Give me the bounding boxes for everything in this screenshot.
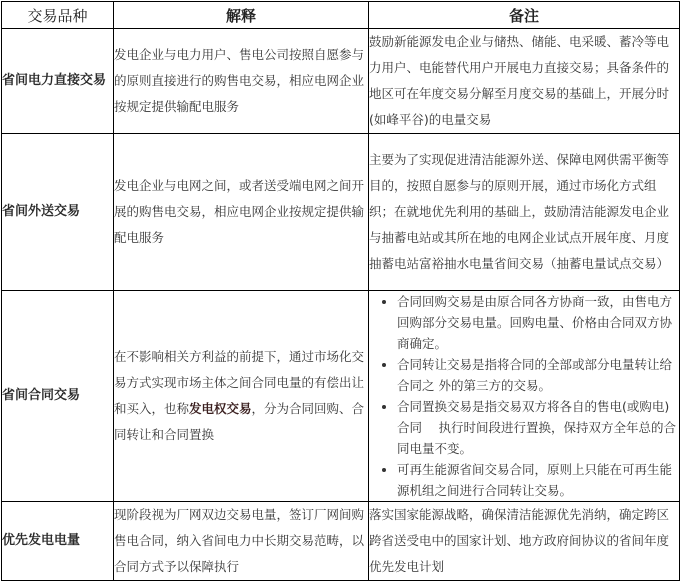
header-remarks: 备注 <box>369 2 680 29</box>
remarks-list <box>369 291 679 501</box>
remarks-cell: 鼓励新能源发电企业与储热、储能、电采暖、蓄冷等电力用户、电能替代用户开展电力直接交易；具备条件的地区可在年度交易分解至月度交易的基础上，开展分时(如峰平谷)的电量交易 <box>369 29 680 134</box>
remarks-list-item: • 合同回购交易是由原合同各方协商一致，由售电方回购部分交易电量。回购电量、价格由合同双方协商确定。 <box>397 291 679 354</box>
remarks-cell <box>369 291 680 502</box>
explanation-cell: 发电企业与电网之间，或者送受端电网之间开展的购售电交易，相应电网企业按规定提供输配电服务 <box>114 134 369 291</box>
table-row <box>2 134 680 291</box>
remarks-cell: 主要为了实现促进清洁能源外送、保障电网供需平衡等目的，按照自愿参与的原则开展，通过市场化方式组织；在就地优先利用的基础上，鼓励清洁能源发电企业与抽蓄电站或其所在地的电网企业试点开展年度、月度抽蓄电站富裕抽水电量省间交易（抽蓄电量试点交易） <box>369 134 680 291</box>
remarks-list-item: • 合同转让交易是指将合同的全部或部分电量转让给合同之 外的第三方的交易。 <box>397 354 679 396</box>
explanation-cell <box>114 291 369 502</box>
explanation-text: 在不影响相关方利益的前提下，通过市场化交易方式实现市场主体之间合同电量的有偿出让和买入，也称 <box>114 349 365 416</box>
table-header-row <box>2 2 680 29</box>
explanation-text: ，分为合同回购、合同转让和合同置换 <box>114 401 365 442</box>
table-row <box>2 502 680 581</box>
header-explanation: 解释 <box>114 2 369 29</box>
trade-type-cell: 省间合同交易 <box>2 291 114 502</box>
remarks-list-item: • 可再生能源省间交易合同，原则上只能在可再生能源机组之间进行合同转让交易。 <box>397 459 679 501</box>
trade-type-cell: 省间电力直接交易 <box>2 29 114 134</box>
header-trade-type: 交易品种 <box>2 2 114 29</box>
trade-types-table <box>1 1 680 581</box>
explanation-cell: 发电企业与电力用户、售电公司按照自愿参与的原则直接进行的购售电交易，相应电网企业按规定提供输配电服务 <box>114 29 369 134</box>
emphasized-term: 发电权交易 <box>189 401 252 416</box>
table-row <box>2 29 680 134</box>
remarks-cell: 落实国家能源战略，确保清洁能源优先消纳，确定跨区跨省送受电中的国家计划、地方政府间协议的省间年度优先发电计划 <box>369 502 680 581</box>
trade-type-cell: 省间外送交易 <box>2 134 114 291</box>
table-row <box>2 291 680 502</box>
remarks-list-item: • 合同置换交易是指交易双方将各自的售电(或购电)合同 执行时间段进行置换，保持双方全年总的合同电量不变。 <box>397 396 679 459</box>
trade-type-cell: 优先发电电量 <box>2 502 114 581</box>
explanation-cell: 现阶段视为厂网双边交易电量，签订厂网间购售电合同，纳入省间电力中长期交易范畴，以合同方式予以保障执行 <box>114 502 369 581</box>
